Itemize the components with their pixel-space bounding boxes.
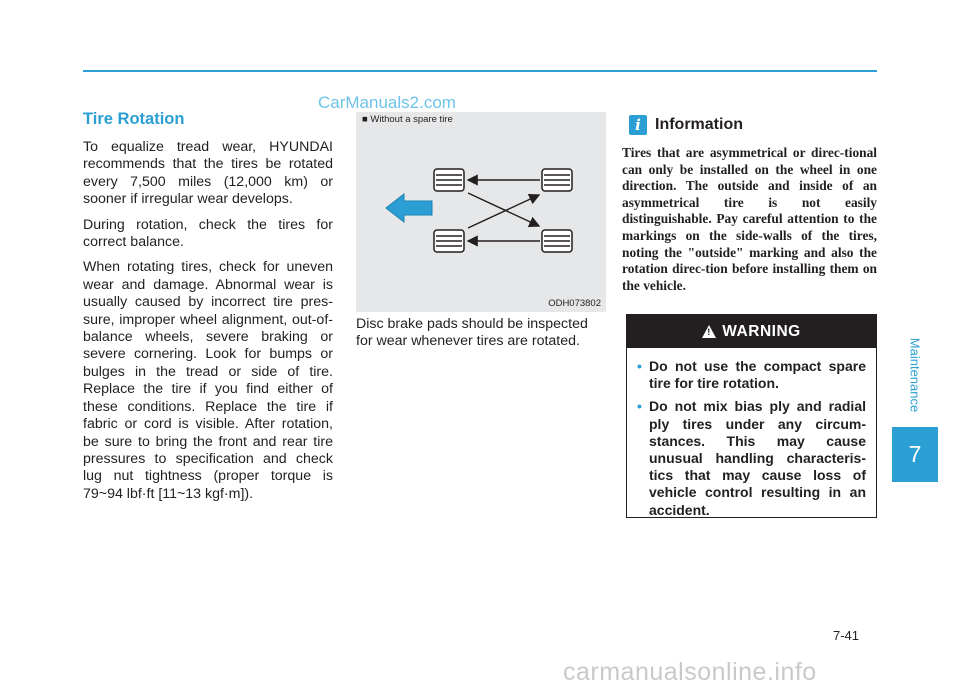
warning-label: WARNING	[722, 322, 801, 340]
tire-rotation-section	[83, 110, 333, 511]
watermark-bottom[interactable]: carmanualsonline.info	[563, 658, 817, 686]
header-rule	[83, 70, 877, 72]
warning-item-text: Do not mix bias ply and radial ply tires under any circum-stances. This may cause unusual handling characteris-tics that may cause loss of vehicle control resulting in an accident.	[649, 398, 866, 518]
tire-front-right-icon	[434, 230, 464, 252]
warning-list	[627, 348, 876, 519]
warning-box	[626, 314, 877, 518]
warning-item	[637, 398, 866, 518]
tire-rotation-figure	[356, 112, 606, 312]
tire-front-left-icon	[434, 169, 464, 191]
disc-brake-note: Disc brake pads should be inspected for wear whenever tires are rotated.	[356, 316, 588, 350]
information-header	[629, 115, 743, 135]
paragraph-balance: During rotation, check the tires for correct balance.	[83, 216, 333, 251]
rotation-arrow-cross-up	[468, 195, 539, 228]
front-direction-arrow-icon	[386, 194, 432, 222]
information-title: Information	[655, 116, 743, 133]
section-title: Tire Rotation	[83, 110, 185, 128]
chapter-side-label	[890, 325, 940, 425]
tire-rear-right-icon	[542, 230, 572, 252]
information-icon: i	[629, 115, 647, 135]
chapter-title: Maintenance	[907, 337, 923, 413]
rotation-diagram	[356, 112, 606, 312]
paragraph-interval: To equalize tread wear, HYUNDAI recommends that the tires be rotated every 7,500 miles (12,000 km) or sooner if irregular wear develops.	[83, 139, 333, 208]
page-number: 7-41	[833, 628, 860, 643]
tire-rear-left-icon	[542, 169, 572, 191]
paragraph-inspection: When rotating tires, check for uneven wear and damage. Abnormal wear is usually caused by incorrect tire pres-sure, improper wheel alignment, out-of-balance wheels, severe braking or severe cornering. Look for bumps or bulges in the tread or side of tire. Replace the tire if you find either of these conditions. Replace the tire if fabric or cord is visible. After rotation, be sure to bring the front and rear tire pressures to specification and check lug nut tightness (proper torque is 79~94 lbf·ft [11~13 kgf·m]).	[83, 259, 333, 502]
information-body: Tires that are asymmetrical or direc-tional can only be installed on the wheel in one direction. The outside and inside of an asymmetrical tire is not easily distinguishable. Pay careful attention to the markings on the side-walls of the tires, noting the "outside" marking and also the rotation direc-tion before installing them on the vehicle.	[622, 145, 877, 293]
bullet-icon: •	[637, 358, 642, 374]
warning-triangle-icon: !	[702, 325, 716, 338]
warning-item-text: Do not use the compact spare tire for tire rotation.	[649, 358, 866, 392]
bullet-icon: •	[637, 398, 642, 415]
rotation-arrow-cross-down	[468, 193, 539, 226]
figure-code: ODH073802	[548, 298, 601, 309]
chapter-tab[interactable]: 7	[892, 427, 938, 482]
figure-caption: ■ Without a spare tire	[362, 114, 453, 125]
watermark-top[interactable]: CarManuals2.com	[318, 93, 456, 112]
warning-header	[627, 315, 876, 348]
warning-item	[637, 358, 866, 392]
